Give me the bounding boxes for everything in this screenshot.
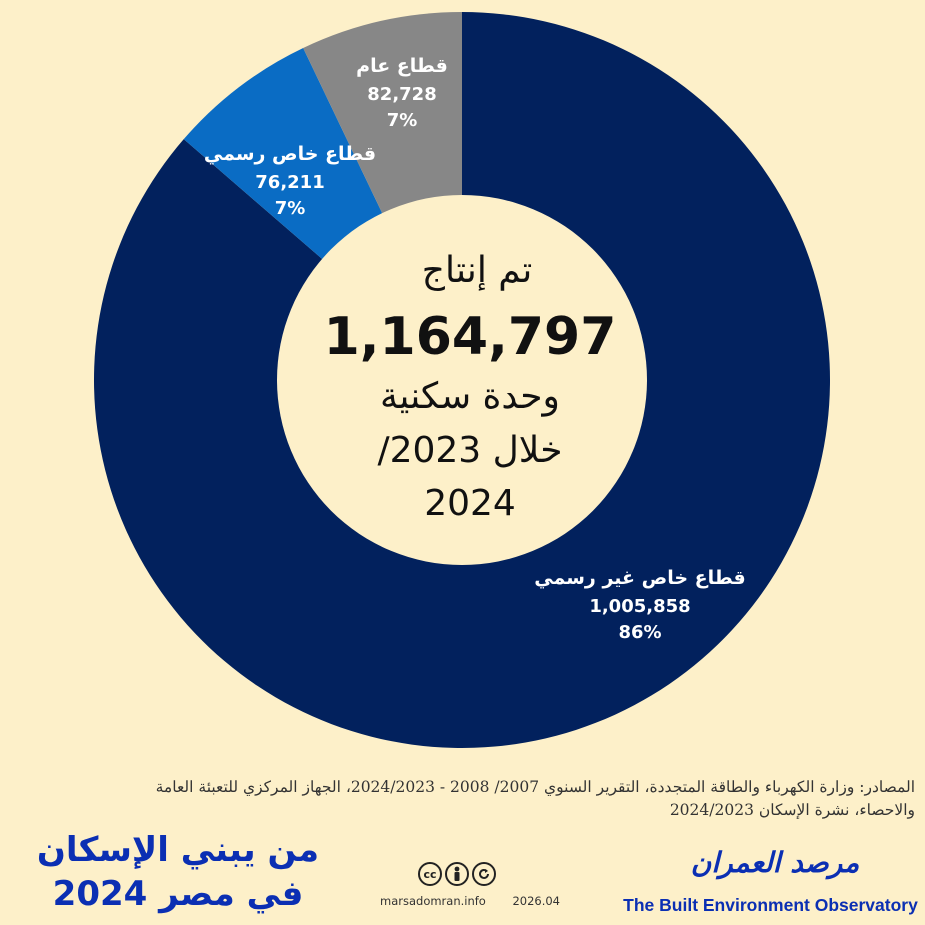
slice-3-value: 82,728 (367, 84, 437, 105)
sources-line2: والاحصاء، نشرة الإسكان 2024/2023 (669, 801, 915, 819)
center-line1: تم إنتاج (421, 250, 533, 291)
slice-3-name: قطاع عام (356, 55, 448, 77)
slice-1-value: 1,005,858 (589, 596, 691, 617)
center-line3: وحدة سكنية (380, 376, 560, 417)
cc-license-badge[interactable] (418, 862, 496, 890)
cc-icon: cc (418, 862, 442, 886)
slice-2-value: 76,211 (255, 172, 325, 193)
site-line (380, 894, 560, 908)
slice-1-percent: 86% (618, 622, 662, 643)
sources-line1: المصادر: وزارة الكهرباء والطاقة المتجددة، التقرير السنوي 2007/ 2008 - 2024/2023، الجهاز المركزي للتعبئة العامة (155, 778, 915, 796)
footer-title-line2: في مصر 2024 (52, 874, 304, 914)
website-link[interactable]: marsadomran.info (380, 894, 486, 908)
org-name-en: The Built Environment Observatory (623, 895, 918, 915)
footer-title (18, 828, 338, 916)
slice-2-percent: 7% (274, 198, 306, 219)
slice-3-percent: 7% (386, 110, 418, 131)
sa-icon (472, 862, 496, 886)
by-icon (445, 862, 469, 886)
center-line4: خلال 2023/ (377, 430, 563, 471)
center-line5: 2024 (424, 483, 516, 524)
slice-1-name: قطاع خاص غير رسمي (534, 567, 746, 589)
footer-title-line1: من يبني الإسكان (36, 830, 320, 870)
center-total: 1,164,797 (323, 307, 617, 367)
publish-date: 2026.04 (512, 894, 560, 908)
sources-note (20, 776, 915, 822)
org-name-ar: مرصد العمران (690, 846, 860, 879)
slice-2-name: قطاع خاص رسمي (203, 143, 377, 165)
